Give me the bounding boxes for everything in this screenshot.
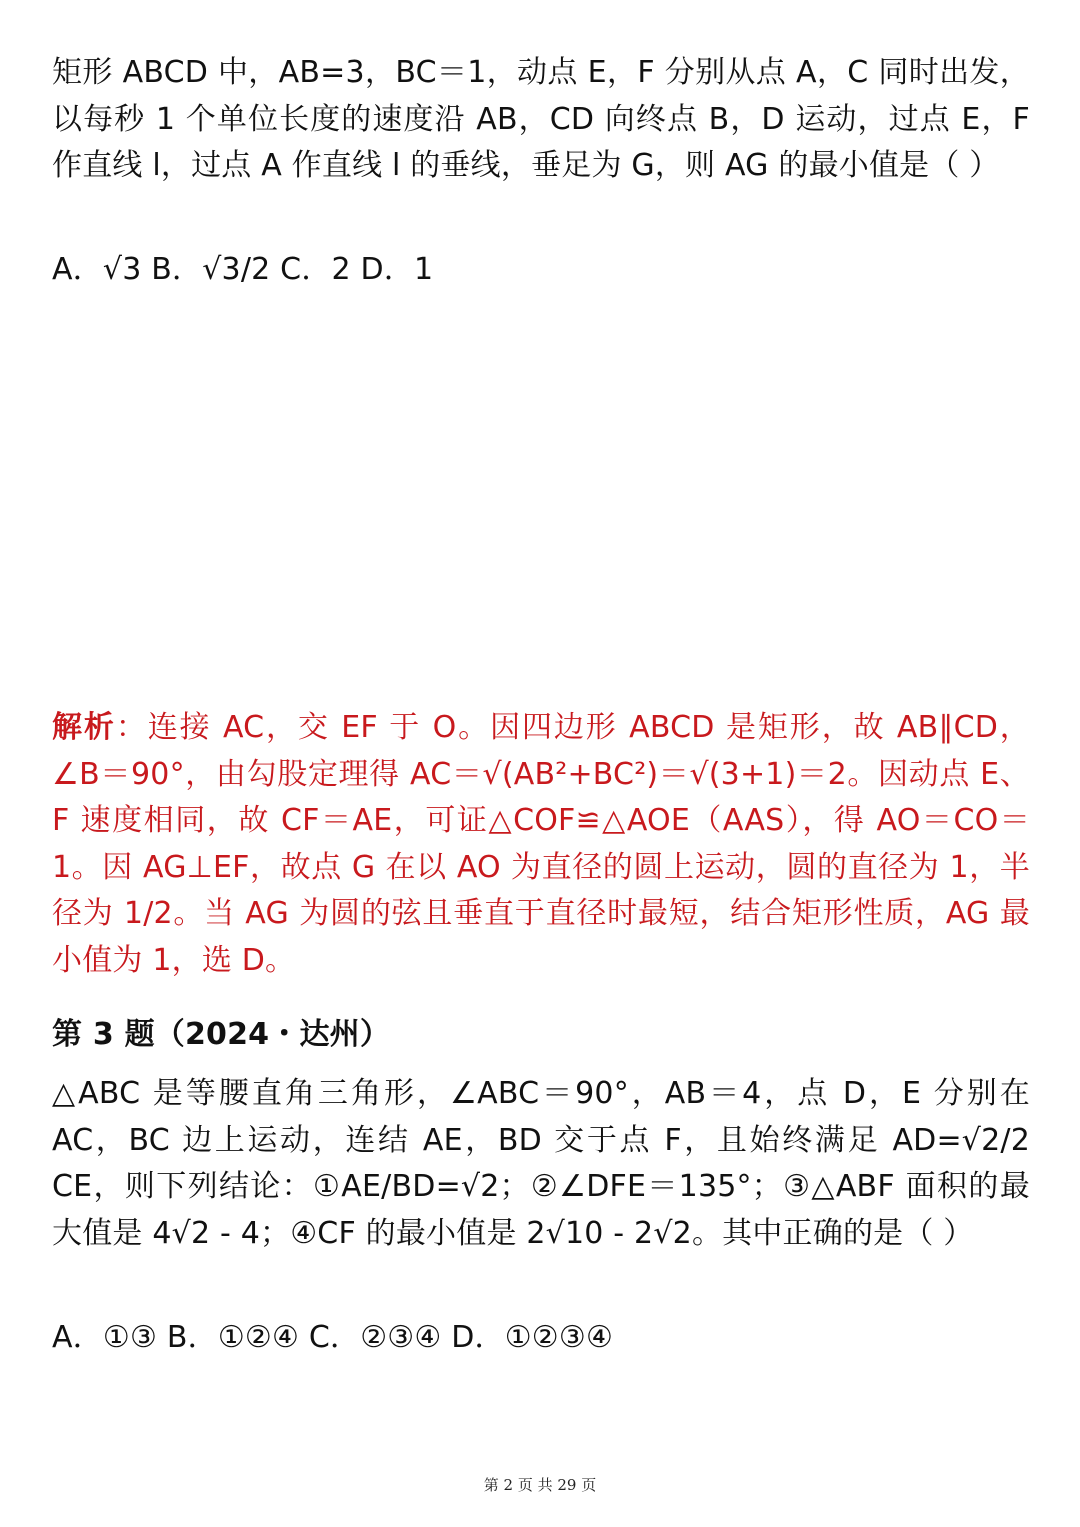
analysis-label: 解析 [52,710,116,745]
question-3-options: A．①③ B．①②④ C．②③④ D．①②③④ [52,1320,614,1355]
question-options: A．√3 B．√3/2 C．2 D．1 [52,252,434,287]
question-text: 矩形 ABCD 中，AB=3，BC＝1，动点 E，F 分别从点 A，C 同时出发，以每秒 1 个单位长度的速度沿 AB，CD 向终点 B，D 运动，过点 E，F 作直线 l，过点 A 作直线 l 的垂线，垂足为 G，则 AG 的最小值是（ ） [52,55,1030,183]
page-footer: 第 2 页 共 29 页 [483,1476,597,1494]
analysis-block [52,705,1030,984]
analysis-text: ：连接 AC，交 EF 于 O。因四边形 ABCD 是矩形，故 AB∥CD，∠B＝90°，由勾股定理得 AC＝√(AB²+BC²)＝√(3+1)＝2。因动点 E、F 速度相同，故 CF＝AE，可证△COF≌△AOE（AAS），得 AO＝CO＝1。因 AG⊥EF，故点 G 在以 AO 为直径的圆上运动，圆的直径为 1，半径为 1/2。当 AG 为圆的弦且垂直于直径时最短，结合矩形性质，AG 最小值为 1，选 D。 [52,710,1030,978]
question-3-heading: 第 3 题（2024・达州） [52,1017,391,1052]
question-3-text: △ABC 是等腰直角三角形，∠ABC＝90°，AB＝4，点 D，E 分别在 AC，BC 边上运动，连结 AE，BD 交于点 F，且始终满足 AD=√2/2 CE，则下列结论：①AE/BD=√2；②∠DFE＝135°；③△ABF 面积的最大值是 4√2 - 4；④CF 的最小值是 2√10 - 2√2。其中正确的是（ ） [52,1076,1030,1251]
